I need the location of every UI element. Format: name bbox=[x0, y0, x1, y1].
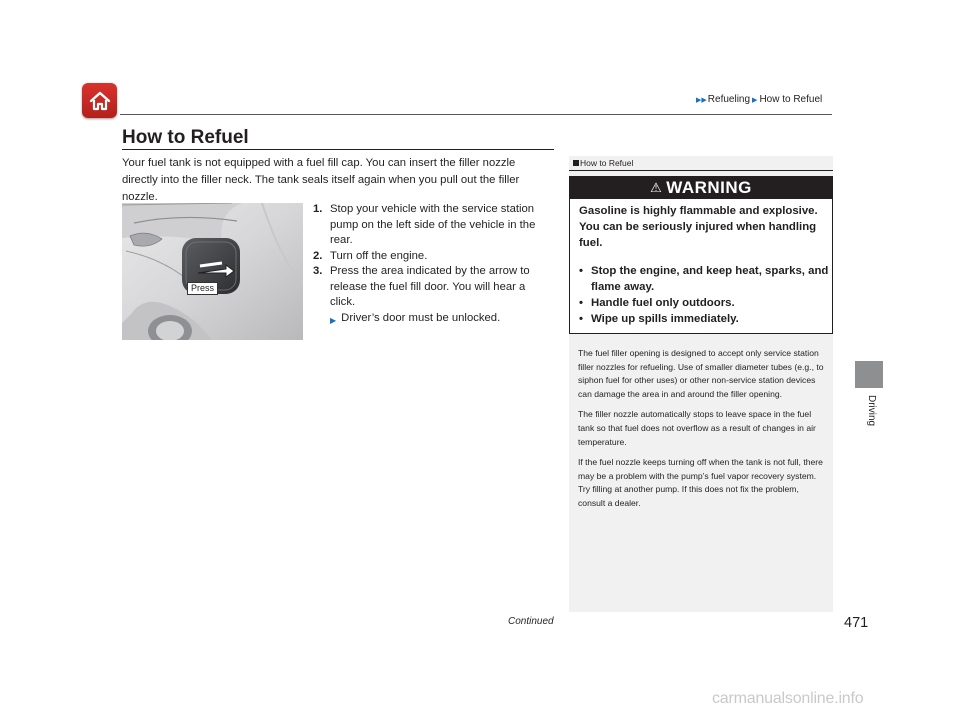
side-notes-body bbox=[578, 347, 826, 518]
breadcrumb-page: How to Refuel bbox=[759, 94, 823, 105]
warning-bullet-text: Handle fuel only outdoors. bbox=[591, 297, 735, 309]
warning-bullet bbox=[579, 263, 829, 295]
reference-icon bbox=[573, 160, 579, 166]
steps-list bbox=[313, 202, 553, 328]
home-button[interactable] bbox=[82, 83, 117, 118]
section-tab-label: Driving bbox=[866, 395, 877, 427]
step-note bbox=[330, 311, 553, 329]
side-note-paragraph: The fuel filler opening is designed to accept only service station filler nozzles for refueling. Use of smaller diameter tubes (e.g., to siphon fuel for other uses) or other non-service station devices can damage the area in and around the filler opening. bbox=[578, 348, 824, 399]
step-number: 1. bbox=[313, 203, 323, 215]
side-panel-divider bbox=[569, 170, 833, 171]
warning-bullet bbox=[579, 295, 829, 311]
breadcrumb-arrow-icon: ▶▶ bbox=[696, 97, 707, 104]
bullet-icon: • bbox=[579, 265, 583, 277]
breadcrumb bbox=[696, 94, 822, 105]
home-icon bbox=[88, 90, 112, 112]
warning-bullet-list bbox=[579, 263, 829, 327]
press-callout-label: Press bbox=[187, 282, 218, 295]
bullet-icon: • bbox=[579, 297, 583, 309]
warning-header bbox=[570, 177, 832, 199]
warning-bullet-text: Wipe up spills immediately. bbox=[591, 313, 739, 325]
step-item bbox=[313, 202, 553, 249]
section-tab-marker[interactable] bbox=[855, 361, 883, 388]
warning-title: WARNING bbox=[666, 178, 752, 197]
side-panel-reference-text: How to Refuel bbox=[580, 158, 634, 168]
step-number: 2. bbox=[313, 249, 323, 262]
page-title: How to Refuel bbox=[122, 127, 249, 148]
warning-bullet-text: Stop the engine, and keep heat, sparks, and flame away. bbox=[591, 265, 829, 293]
side-note-paragraph: If the fuel nozzle keeps turning off when the tank is not full, there may be a problem with the pump’s fuel vapor recovery system. Try filling at another pump. If this does not fix the problem, consult a dealer. bbox=[578, 457, 823, 508]
watermark: carmanualsonline.info bbox=[712, 690, 864, 707]
step-text: Stop your vehicle with the service station pump on the left side of the vehicle in the rear. bbox=[330, 203, 536, 246]
warning-icon: ⚠ bbox=[650, 180, 663, 195]
warning-bullet bbox=[579, 311, 829, 327]
side-panel-reference[interactable] bbox=[573, 158, 633, 168]
step-number: 3. bbox=[313, 265, 323, 277]
breadcrumb-arrow-icon: ▶ bbox=[752, 97, 758, 104]
page-number: 471 bbox=[844, 615, 869, 631]
step-item bbox=[313, 264, 553, 311]
side-note-paragraph: The filler nozzle automatically stops to leave space in the fuel tank so that fuel does not overflow as a result of changes in air temperature. bbox=[578, 409, 816, 447]
breadcrumb-section[interactable]: Refueling bbox=[707, 94, 751, 105]
intro-paragraph: Your fuel tank is not equipped with a fuel fill cap. You can insert the filler nozzle directly into the filler neck. The tank seals itself again when you pull out the filler nozzle. bbox=[122, 157, 520, 203]
bullet-icon: • bbox=[579, 313, 583, 325]
title-divider bbox=[122, 149, 554, 150]
step-note-text: Driver’s door must be unlocked. bbox=[341, 311, 501, 324]
fuel-door-illustration bbox=[122, 203, 303, 340]
header-divider bbox=[120, 114, 832, 115]
continued-label: Continued bbox=[508, 616, 554, 627]
step-text: Press the area indicated by the arrow to release the fuel fill door. You will hear a click. bbox=[330, 265, 530, 308]
note-arrow-icon: ▶ bbox=[330, 315, 337, 325]
step-item bbox=[313, 249, 553, 265]
step-text: Turn off the engine. bbox=[330, 249, 428, 262]
warning-text: Gasoline is highly flammable and explosive. You can be seriously injured when handling fuel. bbox=[579, 205, 818, 249]
